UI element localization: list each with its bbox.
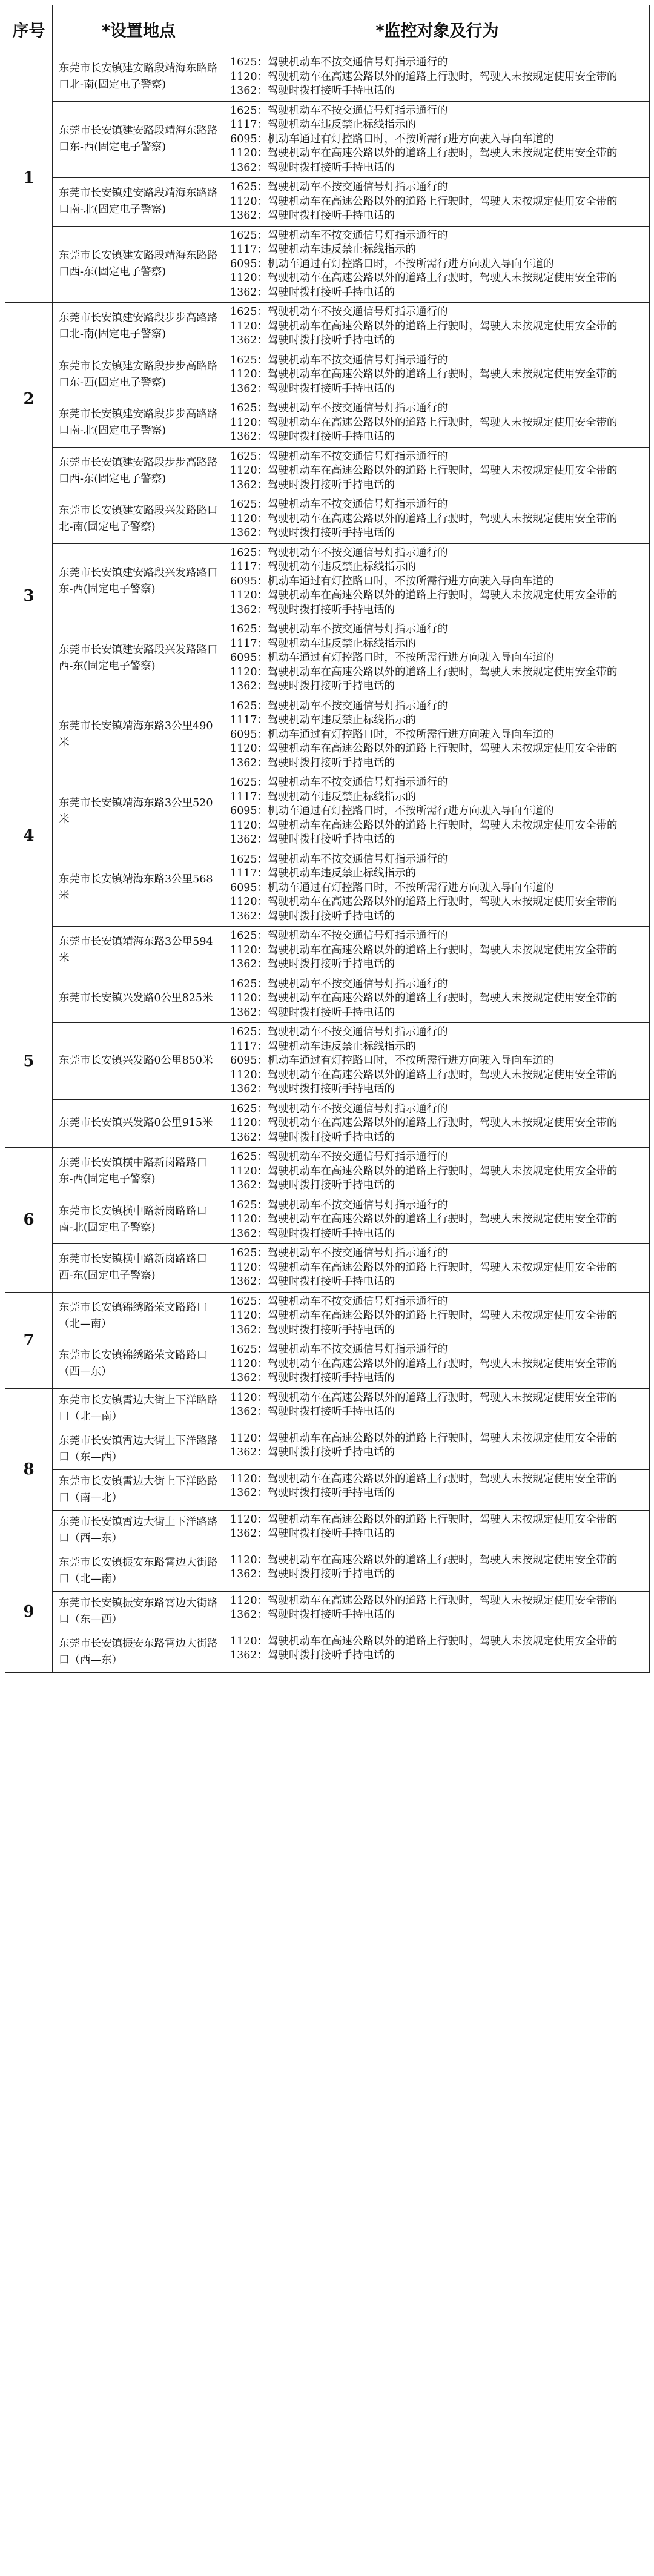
behavior-line: 1120：驾驶机动车在高速公路以外的道路上行驶时，驾驶人未按规定使用安全带的 <box>230 1554 618 1566</box>
behavior-line: 1362：驾驶时拨打接听手持电话的 <box>230 1568 395 1580</box>
behavior-line: 1362：驾驶时拨打接听手持电话的 <box>230 757 395 769</box>
behavior-line: 1362：驾驶时拨打接听手持电话的 <box>230 1372 395 1384</box>
behavior-line: 1625：驾驶机动车不按交通信号灯指示通行的 <box>230 181 448 193</box>
behavior-cell <box>225 850 650 927</box>
table-row <box>5 226 650 303</box>
behavior-line: 1362：驾驶时拨打接听手持电话的 <box>230 603 395 616</box>
behavior-cell <box>225 303 650 351</box>
behavior-line: 1120：驾驶机动车在高速公路以外的道路上行驶时，驾驶人未按规定使用安全带的 <box>230 1594 618 1607</box>
behavior-line: 1362：驾驶时拨打接听手持电话的 <box>230 680 395 692</box>
behavior-line: 1362：驾驶时拨打接听手持电话的 <box>230 1131 395 1144</box>
behavior-line: 1120：驾驶机动车在高速公路以外的道路上行驶时，驾驶人未按规定使用安全带的 <box>230 1213 618 1225</box>
behavior-line: 6095：机动车通过有灯控路口时，不按所需行进方向驶入导向车道的 <box>230 257 554 270</box>
table-row <box>5 1148 650 1196</box>
row-number: 4 <box>5 697 53 975</box>
behavior-line: 1625：驾驶机动车不按交通信号灯指示通行的 <box>230 930 448 942</box>
behavior-line: 1120：驾驶机动车在高速公路以外的道路上行驶时，驾驶人未按规定使用安全带的 <box>230 70 618 83</box>
behavior-line: 1120：驾驶机动车在高速公路以外的道路上行驶时，驾驶人未按规定使用安全带的 <box>230 1165 618 1177</box>
behavior-cell <box>225 1244 650 1293</box>
behavior-cell <box>225 1551 650 1591</box>
behavior-line: 1120：驾驶机动车在高速公路以外的道路上行驶时，驾驶人未按规定使用安全带的 <box>230 589 618 601</box>
behavior-cell <box>225 620 650 697</box>
behavior-cell <box>225 399 650 448</box>
behavior-line: 1117：驾驶机动车违反禁止标线指示的 <box>230 1040 417 1053</box>
behavior-line: 1362：驾驶时拨打接听手持电话的 <box>230 833 395 846</box>
behavior-line: 1362：驾驶时拨打接听手持电话的 <box>230 161 395 174</box>
behavior-line: 1625：驾驶机动车不按交通信号灯指示通行的 <box>230 776 448 789</box>
behavior-cell <box>225 1196 650 1244</box>
behavior-cell <box>225 927 650 975</box>
behavior-cell <box>225 226 650 303</box>
behavior-line: 1120：驾驶机动车在高速公路以外的道路上行驶时，驾驶人未按规定使用安全带的 <box>230 819 618 832</box>
behavior-line: 1362：驾驶时拨打接听手持电话的 <box>230 1179 395 1191</box>
location-cell: 东莞市长安镇靖海东路3公里520米 <box>53 773 225 850</box>
behavior-line: 1117：驾驶机动车违反禁止标线指示的 <box>230 714 417 726</box>
table-row <box>5 1469 650 1510</box>
behavior-cell <box>225 447 650 495</box>
behavior-cell <box>225 1591 650 1632</box>
location-cell: 东莞市长安镇建安路段兴发路路口北-南(固定电子警察) <box>53 495 225 544</box>
table-row <box>5 697 650 773</box>
location-cell: 东莞市长安镇横中路新岗路路口西-东(固定电子警察) <box>53 1244 225 1293</box>
behavior-line: 1120：驾驶机动车在高速公路以外的道路上行驶时，驾驶人未按规定使用安全带的 <box>230 944 618 956</box>
behavior-cell <box>225 697 650 773</box>
behavior-line: 1120：驾驶机动车在高速公路以外的道路上行驶时，驾驶人未按规定使用安全带的 <box>230 1432 618 1445</box>
header-no: 序号 <box>5 5 53 53</box>
location-cell: 东莞市长安镇建安路段步步高路路口南-北(固定电子警察) <box>53 399 225 448</box>
behavior-line: 6095：机动车通过有灯控路口时，不按所需行进方向驶入导向车道的 <box>230 1055 554 1067</box>
location-cell: 东莞市长安镇霄边大街上下洋路路口（北—南） <box>53 1388 225 1429</box>
behavior-cell <box>225 1510 650 1551</box>
location-cell: 东莞市长安镇建安路段靖海东路路口南-北(固定电子警察) <box>53 178 225 227</box>
behavior-line: 1120：驾驶机动车在高速公路以外的道路上行驶时，驾驶人未按规定使用安全带的 <box>230 1472 618 1485</box>
behavior-line: 1362：驾驶时拨打接听手持电话的 <box>230 1006 395 1019</box>
behavior-line: 6095：机动车通过有灯控路口时，不按所需行进方向驶入导向车道的 <box>230 728 554 741</box>
header-behavior: *监控对象及行为 <box>225 5 650 53</box>
location-cell: 东莞市长安镇靖海东路3公里568米 <box>53 850 225 927</box>
table-row <box>5 773 650 850</box>
location-cell: 东莞市长安镇霄边大街上下洋路路口（西—东） <box>53 1510 225 1551</box>
behavior-line: 6095：机动车通过有灯控路口时，不按所需行进方向驶入导向车道的 <box>230 575 554 588</box>
behavior-line: 1120：驾驶机动车在高速公路以外的道路上行驶时，驾驶人未按规定使用安全带的 <box>230 1310 618 1322</box>
header-row <box>5 5 650 53</box>
behavior-line: 1362：驾驶时拨打接听手持电话的 <box>230 958 395 970</box>
location-cell: 东莞市长安镇建安路段靖海东路路口北-南(固定电子警察) <box>53 53 225 102</box>
table-row <box>5 1292 650 1340</box>
behavior-line: 1362：驾驶时拨打接听手持电话的 <box>230 527 395 539</box>
behavior-line: 1120：驾驶机动车在高速公路以外的道路上行驶时，驾驶人未按规定使用安全带的 <box>230 147 618 159</box>
location-cell: 东莞市长安镇建安路段兴发路路口西-东(固定电子警察) <box>53 620 225 697</box>
location-cell: 东莞市长安镇霄边大街上下洋路路口（东—西） <box>53 1429 225 1469</box>
behavior-line: 1625：驾驶机动车不按交通信号灯指示通行的 <box>230 56 448 68</box>
behavior-line: 1120：驾驶机动车在高速公路以外的道路上行驶时，驾驶人未按规定使用安全带的 <box>230 1635 618 1647</box>
location-cell: 东莞市长安镇锦绣路荣文路路口（北—南） <box>53 1292 225 1340</box>
location-cell: 东莞市长安镇建安路段步步高路路口西-东(固定电子警察) <box>53 447 225 495</box>
table-row <box>5 495 650 544</box>
row-number: 6 <box>5 1148 53 1293</box>
location-cell: 东莞市长安镇振安东路霄边大街路口（东—西） <box>53 1591 225 1632</box>
behavior-cell <box>225 1148 650 1196</box>
behavior-line: 1625：驾驶机动车不按交通信号灯指示通行的 <box>230 354 448 366</box>
behavior-cell <box>225 1469 650 1510</box>
table-row <box>5 178 650 227</box>
behavior-line: 1120：驾驶机动车在高速公路以外的道路上行驶时，驾驶人未按规定使用安全带的 <box>230 992 618 1004</box>
behavior-cell <box>225 1632 650 1672</box>
location-cell: 东莞市长安镇横中路新岗路路口南-北(固定电子警察) <box>53 1196 225 1244</box>
behavior-line: 1625：驾驶机动车不按交通信号灯指示通行的 <box>230 1343 448 1356</box>
location-cell: 东莞市长安镇横中路新岗路路口东-西(固定电子警察) <box>53 1148 225 1196</box>
behavior-line: 1117：驾驶机动车违反禁止标线指示的 <box>230 790 417 803</box>
behavior-line: 1362：驾驶时拨打接听手持电话的 <box>230 1487 395 1499</box>
table-row <box>5 543 650 620</box>
behavior-line: 1120：驾驶机动车在高速公路以外的道路上行驶时，驾驶人未按规定使用安全带的 <box>230 368 618 380</box>
behavior-line: 1362：驾驶时拨打接听手持电话的 <box>230 478 395 491</box>
behavior-line: 1362：驾驶时拨打接听手持电话的 <box>230 1276 395 1288</box>
table-row <box>5 53 650 102</box>
behavior-line: 6095：机动车通过有灯控路口时，不按所需行进方向驶入导向车道的 <box>230 652 554 664</box>
behavior-line: 1362：驾驶时拨打接听手持电话的 <box>230 334 395 346</box>
behavior-line: 1625：驾驶机动车不按交通信号灯指示通行的 <box>230 700 448 712</box>
behavior-cell <box>225 1023 650 1100</box>
behavior-line: 6095：机动车通过有灯控路口时，不按所需行进方向驶入导向车道的 <box>230 805 554 817</box>
behavior-line: 1362：驾驶时拨打接听手持电话的 <box>230 1528 395 1540</box>
table-row <box>5 975 650 1023</box>
behavior-line: 1120：驾驶机动车在高速公路以外的道路上行驶时，驾驶人未按规定使用安全带的 <box>230 1068 618 1081</box>
behavior-cell <box>225 1388 650 1429</box>
table-row <box>5 101 650 178</box>
behavior-line: 1625：驾驶机动车不按交通信号灯指示通行的 <box>230 1151 448 1163</box>
behavior-line: 1120：驾驶机动车在高速公路以外的道路上行驶时，驾驶人未按规定使用安全带的 <box>230 1261 618 1274</box>
row-number: 8 <box>5 1388 53 1551</box>
monitor-table <box>5 5 650 1673</box>
behavior-cell <box>225 495 650 544</box>
row-number: 2 <box>5 303 53 495</box>
behavior-line: 1120：驾驶机动车在高速公路以外的道路上行驶时，驾驶人未按规定使用安全带的 <box>230 1391 618 1404</box>
row-number: 7 <box>5 1292 53 1388</box>
header-location: *设置地点 <box>53 5 225 53</box>
behavior-line: 1362：驾驶时拨打接听手持电话的 <box>230 1446 395 1459</box>
location-cell: 东莞市长安镇锦绣路荣文路路口（西—东） <box>53 1340 225 1389</box>
behavior-line: 1625：驾驶机动车不按交通信号灯指示通行的 <box>230 623 448 635</box>
behavior-line: 1120：驾驶机动车在高速公路以外的道路上行驶时，驾驶人未按规定使用安全带的 <box>230 1513 618 1526</box>
behavior-line: 1117：驾驶机动车违反禁止标线指示的 <box>230 637 417 650</box>
table-row <box>5 1340 650 1389</box>
behavior-cell <box>225 1292 650 1340</box>
row-number: 9 <box>5 1551 53 1672</box>
behavior-cell <box>225 1340 650 1389</box>
location-cell: 东莞市长安镇建安路段靖海东路路口东-西(固定电子警察) <box>53 101 225 178</box>
location-cell: 东莞市长安镇兴发路0公里915米 <box>53 1099 225 1148</box>
behavior-line: 1120：驾驶机动车在高速公路以外的道路上行驶时，驾驶人未按规定使用安全带的 <box>230 272 618 284</box>
behavior-line: 1625：驾驶机动车不按交通信号灯指示通行的 <box>230 450 448 463</box>
behavior-line: 1362：驾驶时拨打接听手持电话的 <box>230 210 395 222</box>
table-row <box>5 1429 650 1469</box>
table-row <box>5 620 650 697</box>
behavior-line: 1625：驾驶机动车不按交通信号灯指示通行的 <box>230 853 448 866</box>
behavior-line: 1625：驾驶机动车不按交通信号灯指示通行的 <box>230 546 448 559</box>
table-row <box>5 927 650 975</box>
table-row <box>5 1099 650 1148</box>
behavior-cell <box>225 1429 650 1469</box>
behavior-cell <box>225 543 650 620</box>
behavior-line: 6095：机动车通过有灯控路口时，不按所需行进方向驶入导向车道的 <box>230 133 554 145</box>
behavior-line: 1120：驾驶机动车在高速公路以外的道路上行驶时，驾驶人未按规定使用安全带的 <box>230 416 618 429</box>
behavior-line: 1625：驾驶机动车不按交通信号灯指示通行的 <box>230 1026 448 1038</box>
behavior-line: 1362：驾驶时拨打接听手持电话的 <box>230 1649 395 1661</box>
table-body <box>5 53 650 1673</box>
table-row <box>5 1196 650 1244</box>
location-cell: 东莞市长安镇振安东路霄边大街路口（西—东） <box>53 1632 225 1672</box>
location-cell: 东莞市长安镇兴发路0公里825米 <box>53 975 225 1023</box>
behavior-line: 1120：驾驶机动车在高速公路以外的道路上行驶时，驾驶人未按规定使用安全带的 <box>230 1117 618 1129</box>
table-row <box>5 1632 650 1672</box>
location-cell: 东莞市长安镇建安路段步步高路路口北-南(固定电子警察) <box>53 303 225 351</box>
location-cell: 东莞市长安镇靖海东路3公里490米 <box>53 697 225 773</box>
location-cell: 东莞市长安镇建安路段兴发路路口东-西(固定电子警察) <box>53 543 225 620</box>
behavior-line: 1120：驾驶机动车在高速公路以外的道路上行驶时，驾驶人未按规定使用安全带的 <box>230 666 618 678</box>
behavior-cell <box>225 975 650 1023</box>
row-number: 3 <box>5 495 53 697</box>
location-cell: 东莞市长安镇靖海东路3公里594米 <box>53 927 225 975</box>
behavior-line: 1362：驾驶时拨打接听手持电话的 <box>230 1406 395 1418</box>
behavior-line: 1625：驾驶机动车不按交通信号灯指示通行的 <box>230 1247 448 1259</box>
behavior-cell <box>225 351 650 399</box>
behavior-line: 6095：机动车通过有灯控路口时，不按所需行进方向驶入导向车道的 <box>230 881 554 894</box>
behavior-line: 1362：驾驶时拨打接听手持电话的 <box>230 910 395 922</box>
behavior-line: 1120：驾驶机动车在高速公路以外的道路上行驶时，驾驶人未按规定使用安全带的 <box>230 465 618 477</box>
location-cell: 东莞市长安镇建安路段步步高路路口东-西(固定电子警察) <box>53 351 225 399</box>
behavior-line: 1625：驾驶机动车不按交通信号灯指示通行的 <box>230 1102 448 1115</box>
table-row <box>5 1244 650 1293</box>
row-number: 1 <box>5 53 53 303</box>
behavior-line: 1625：驾驶机动车不按交通信号灯指示通行的 <box>230 1199 448 1211</box>
location-cell: 东莞市长安镇建安路段靖海东路路口西-东(固定电子警察) <box>53 226 225 303</box>
table-row <box>5 1388 650 1429</box>
behavior-cell <box>225 178 650 227</box>
behavior-line: 1625：驾驶机动车不按交通信号灯指示通行的 <box>230 229 448 242</box>
behavior-line: 1362：驾驶时拨打接听手持电话的 <box>230 431 395 443</box>
behavior-line: 1625：驾驶机动车不按交通信号灯指示通行的 <box>230 498 448 511</box>
behavior-line: 1362：驾驶时拨打接听手持电话的 <box>230 1609 395 1621</box>
table-row <box>5 850 650 927</box>
behavior-line: 1362：驾驶时拨打接听手持电话的 <box>230 1083 395 1095</box>
behavior-line: 1625：驾驶机动车不按交通信号灯指示通行的 <box>230 306 448 318</box>
behavior-cell <box>225 101 650 178</box>
behavior-line: 1120：驾驶机动车在高速公路以外的道路上行驶时，驾驶人未按规定使用安全带的 <box>230 1357 618 1370</box>
table-row <box>5 1023 650 1100</box>
behavior-line: 1362：驾驶时拨打接听手持电话的 <box>230 85 395 97</box>
table-row <box>5 303 650 351</box>
behavior-line: 1117：驾驶机动车违反禁止标线指示的 <box>230 867 417 879</box>
behavior-line: 1625：驾驶机动车不按交通信号灯指示通行的 <box>230 978 448 990</box>
table-row <box>5 1510 650 1551</box>
behavior-line: 1362：驾驶时拨打接听手持电话的 <box>230 1323 395 1336</box>
behavior-line: 1117：驾驶机动车违反禁止标线指示的 <box>230 561 417 573</box>
table-row <box>5 1551 650 1591</box>
behavior-line: 1625：驾驶机动车不按交通信号灯指示通行的 <box>230 402 448 414</box>
table-row <box>5 351 650 399</box>
table-row <box>5 447 650 495</box>
behavior-cell <box>225 1099 650 1148</box>
row-number: 5 <box>5 975 53 1148</box>
table-row <box>5 1591 650 1632</box>
behavior-line: 1625：驾驶机动车不按交通信号灯指示通行的 <box>230 104 448 117</box>
behavior-line: 1120：驾驶机动车在高速公路以外的道路上行驶时，驾驶人未按规定使用安全带的 <box>230 743 618 755</box>
behavior-line: 1120：驾驶机动车在高速公路以外的道路上行驶时，驾驶人未按规定使用安全带的 <box>230 896 618 908</box>
table-row <box>5 399 650 448</box>
behavior-line: 1625：驾驶机动车不按交通信号灯指示通行的 <box>230 1295 448 1308</box>
behavior-cell <box>225 53 650 102</box>
behavior-line: 1117：驾驶机动车违反禁止标线指示的 <box>230 119 417 131</box>
behavior-line: 1120：驾驶机动车在高速公路以外的道路上行驶时，驾驶人未按规定使用安全带的 <box>230 320 618 333</box>
behavior-line: 1362：驾驶时拨打接听手持电话的 <box>230 286 395 299</box>
location-cell: 东莞市长安镇振安东路霄边大街路口（北—南） <box>53 1551 225 1591</box>
location-cell: 东莞市长安镇霄边大街上下洋路路口（南—北） <box>53 1469 225 1510</box>
behavior-line: 1362：驾驶时拨打接听手持电话的 <box>230 382 395 395</box>
behavior-line: 1120：驾驶机动车在高速公路以外的道路上行驶时，驾驶人未按规定使用安全带的 <box>230 512 618 525</box>
location-cell: 东莞市长安镇兴发路0公里850米 <box>53 1023 225 1100</box>
behavior-cell <box>225 773 650 850</box>
behavior-line: 1120：驾驶机动车在高速公路以外的道路上行驶时，驾驶人未按规定使用安全带的 <box>230 195 618 208</box>
behavior-line: 1117：驾驶机动车违反禁止标线指示的 <box>230 243 417 256</box>
behavior-line: 1362：驾驶时拨打接听手持电话的 <box>230 1227 395 1240</box>
